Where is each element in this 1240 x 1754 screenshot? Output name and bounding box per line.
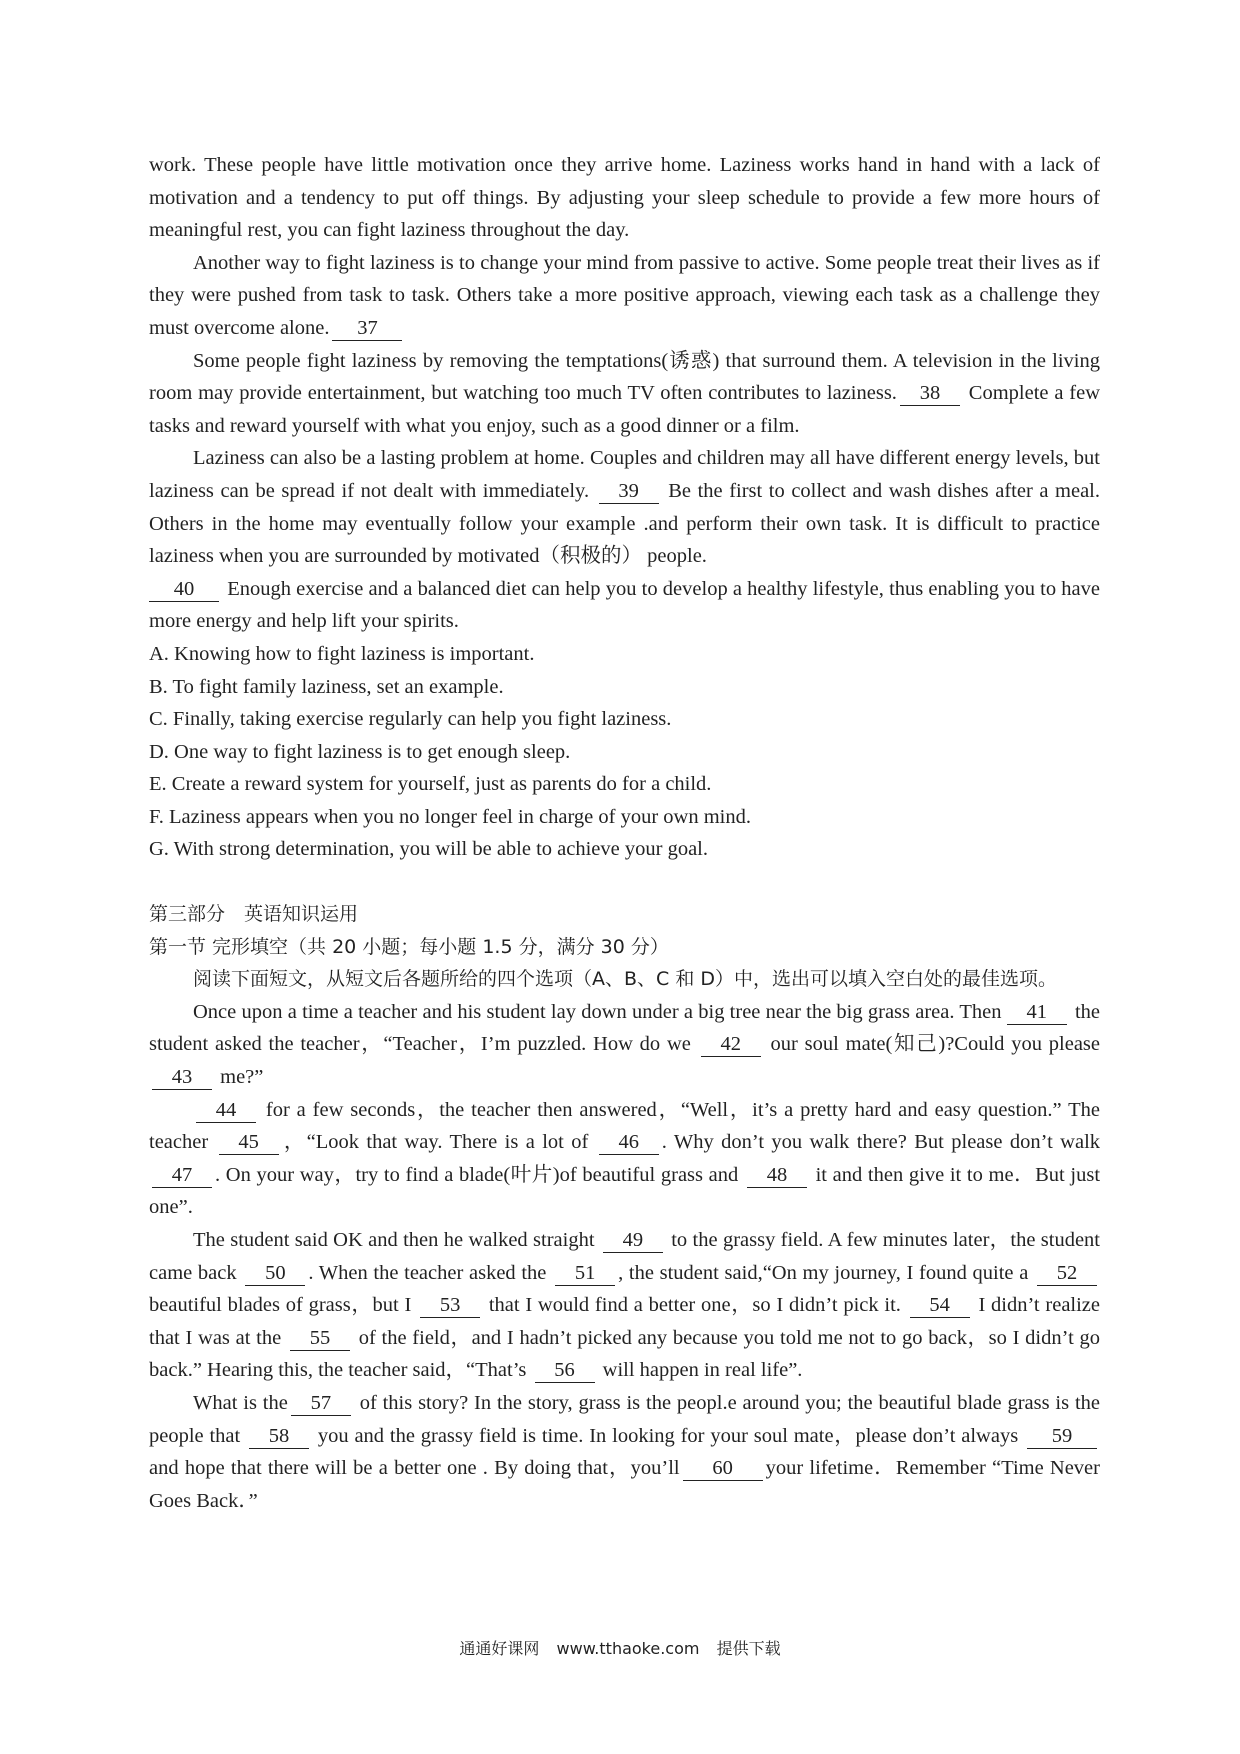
- cloze-paragraph-4: [149, 1387, 1100, 1517]
- blank-41: 41: [1007, 1000, 1067, 1025]
- option-f: F. Laziness appears when you no longer feel in charge of your own mind.: [149, 805, 751, 828]
- reading-paragraph-4: [149, 442, 1100, 572]
- paragraph-text: your lifetime．Remember “Time Never Goes Back．”: [149, 1457, 1100, 1512]
- paragraph-text: . On your way，try to find a blade(叶片)of beautiful grass and: [215, 1163, 739, 1186]
- blank-55: 55: [290, 1326, 350, 1351]
- paragraph-text: Laziness can also be a lasting problem at home. Couples and children may all have different energy levels, but laziness can be spread if not dealt with immediately.: [149, 447, 1100, 502]
- blank-39: 39: [599, 479, 659, 504]
- blank-48: 48: [747, 1163, 807, 1188]
- paragraph-text: of this story? In the story, grass is the peopl.e around you; the beautiful blade grass is the people that: [149, 1391, 1100, 1447]
- blank-46: 46: [599, 1130, 659, 1155]
- blank-53: 53: [420, 1293, 480, 1318]
- paragraph-text: The student said OK and then he walked straight: [193, 1229, 595, 1251]
- paragraph-text: will happen in real life”.: [602, 1359, 803, 1382]
- blank-45: 45: [219, 1130, 279, 1155]
- paragraph-text: Once upon a time a teacher and his student lay down under a big tree near the big grass area. Then: [193, 1000, 1002, 1023]
- option-c: C. Finally, taking exercise regularly can help you fight laziness.: [149, 708, 672, 731]
- section-instruction: 阅读下面短文，从短文后各题所给的四个选项（A、B、C 和 D）中，选出可以填入空白处的最佳选项。: [193, 968, 1058, 991]
- paragraph-text: to the grassy field. A few minutes later，the student came back: [149, 1229, 1100, 1284]
- paragraph-text: Be the first to collect and wash dishes after a meal. Others in the home may eventually follow your example .and perform their own task. It is difficult to practice laziness when you are surrounded by motivated（积极的） people.: [149, 479, 1100, 568]
- page-footer: [0, 1636, 1240, 1659]
- blank-49: 49: [603, 1228, 663, 1253]
- blank-57: 57: [291, 1391, 351, 1416]
- blank-58: 58: [249, 1424, 309, 1449]
- cloze-paragraph-3: [149, 1224, 1100, 1387]
- blank-54: 54: [910, 1293, 970, 1318]
- cloze-paragraph-1: [149, 996, 1100, 1094]
- part-heading: 第三部分 英语知识运用: [149, 903, 359, 926]
- paragraph-text: and hope that there will be a better one . By doing that，you’ll: [149, 1457, 680, 1480]
- blank-47: 47: [152, 1163, 212, 1188]
- option-b: B. To fight family laziness, set an example.: [149, 675, 504, 698]
- footer-note: 提供下载: [716, 1639, 781, 1658]
- paragraph-text: I didn’t realize that I was at the: [149, 1294, 1101, 1349]
- blank-59: 59: [1027, 1424, 1097, 1449]
- reading-paragraph-2: [149, 247, 1100, 345]
- paragraph-text: that I would find a better one，so I didn’t pick it.: [488, 1294, 901, 1317]
- blank-43: 43: [152, 1065, 212, 1090]
- footer-url: www.tthaoke.com: [556, 1639, 700, 1658]
- paragraph-text: , the student said,“On my journey, I found quite a: [618, 1261, 1029, 1284]
- footer-site-name: 通通好课网: [459, 1639, 540, 1658]
- paragraph-text: the student asked the teacher，“Teacher，I’m puzzled. How do we: [149, 1000, 1101, 1056]
- blank-60: 60: [683, 1456, 763, 1481]
- paragraph-text: of the field，and I hadn’t picked any because you told me not to go back，so I didn’t go back.” Hearing this, the teacher said，“That’s: [149, 1326, 1101, 1382]
- section-spacer: [149, 866, 1100, 898]
- blank-51: 51: [555, 1261, 615, 1286]
- blank-52: 52: [1037, 1261, 1097, 1286]
- paragraph-text: Complete a few tasks and reward yourself with what you enjoy, such as a good dinner or a film.: [149, 382, 1100, 437]
- paragraph-text: ，“Look that way. There is a lot of: [281, 1131, 589, 1154]
- paragraph-text: you and the grassy field is time. In looking for your soul mate，please don’t always: [317, 1424, 1019, 1447]
- answer-options: [149, 638, 1100, 866]
- page-content: [149, 149, 1100, 1517]
- blank-38: 38: [900, 381, 960, 406]
- blank-37: 37: [332, 316, 402, 341]
- blank-56: 56: [535, 1358, 595, 1383]
- paragraph-text: our soul mate(知己)?Could you please: [770, 1033, 1101, 1056]
- paragraph-text: Some people fight laziness by removing the temptations(诱惑) that surround them. A television in the living room may provide entertainment, but watching too much TV often contributes to laziness.: [149, 349, 1100, 405]
- cloze-paragraph-2: [149, 1094, 1100, 1224]
- paragraph-text: it and then give it to me．But just one”.: [149, 1163, 1101, 1219]
- blank-40: 40: [149, 577, 219, 602]
- reading-paragraph-3: [149, 345, 1100, 443]
- reading-paragraph-5: [149, 573, 1100, 638]
- paragraph-text: . Why don’t you walk there? But please don’t walk: [661, 1131, 1101, 1154]
- paragraph-text: me?”: [220, 1066, 264, 1089]
- paragraph-text: . When the teacher asked the: [308, 1261, 547, 1284]
- option-e: E. Create a reward system for yourself, just as parents do for a child.: [149, 773, 712, 796]
- option-g: G. With strong determination, you will be able to achieve your goal.: [149, 838, 708, 861]
- paragraph-text: beautiful blades of grass，but I: [149, 1294, 412, 1317]
- blank-44: 44: [196, 1098, 256, 1123]
- section-heading: 第一节 完形填空（共 20 小题；每小题 1.5 分，满分 30 分）: [149, 935, 669, 958]
- blank-50: 50: [245, 1261, 305, 1286]
- paragraph-text: Enough exercise and a balanced diet can help you to develop a healthy lifestyle, thus enabling you to have more energy and help lift your spirits.: [149, 577, 1101, 633]
- option-a: A. Knowing how to fight laziness is important.: [149, 642, 535, 665]
- paragraph-text: What is the: [193, 1391, 288, 1414]
- paragraph-text: Another way to fight laziness is to change your mind from passive to active. Some people treat their lives as if they were pushed from task to task. Others take a more positive approach, viewing each task as a challenge they must overcome alone.: [149, 251, 1100, 339]
- paragraph-text: for a few seconds，the teacher then answered，“Well，it’s a pretty hard and easy question.” The teacher: [149, 1098, 1100, 1154]
- blank-42: 42: [701, 1032, 761, 1057]
- option-d: D. One way to fight laziness is to get enough sleep.: [149, 740, 571, 763]
- reading-paragraph-1: work. These people have little motivation once they arrive home. Laziness works hand in hand with a lack of motivation and a tendency to put off things. By adjusting your sleep schedule to provide a few more hours of meaningful rest, you can fight laziness throughout the day.: [149, 154, 1100, 242]
